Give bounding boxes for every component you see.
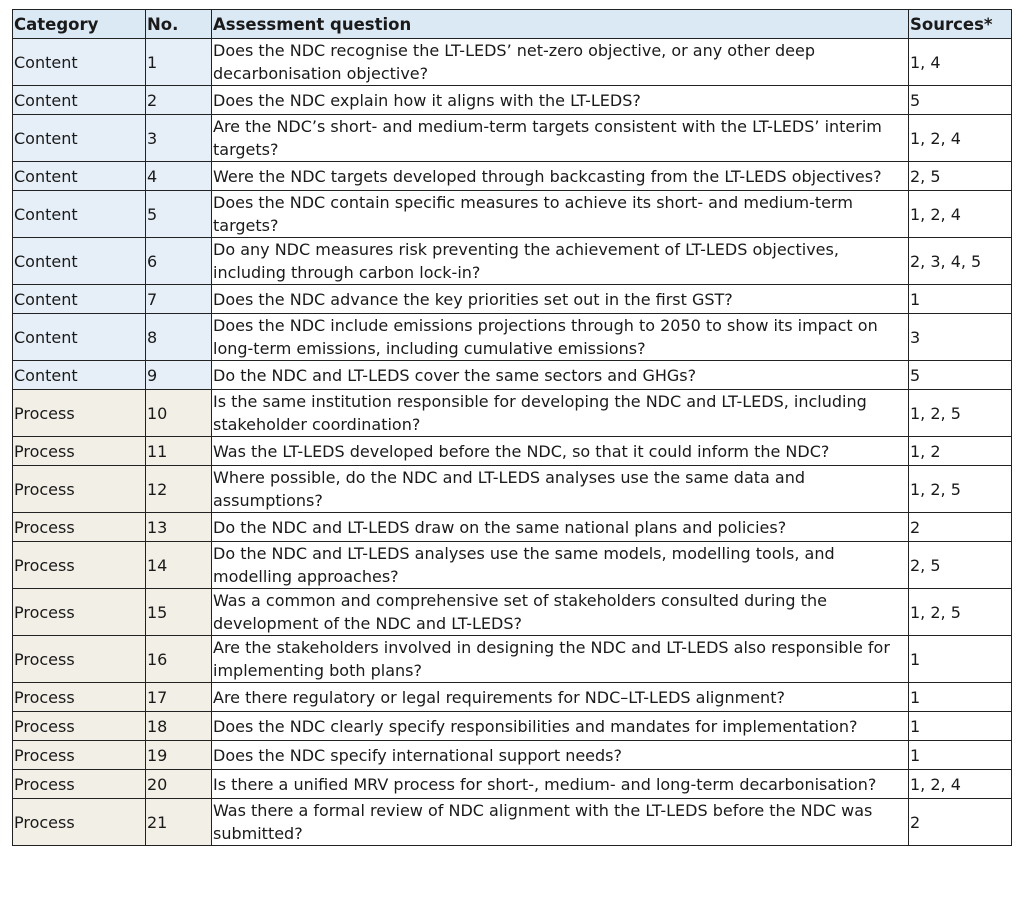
sources-cell: 2, 5 — [909, 542, 1012, 589]
category-cell: Process — [13, 589, 146, 636]
assessment-table — [12, 9, 1012, 846]
table-row — [13, 513, 1012, 542]
category-cell: Process — [13, 770, 146, 799]
table-row — [13, 741, 1012, 770]
sources-cell: 5 — [909, 361, 1012, 390]
category-cell: Content — [13, 191, 146, 238]
sources-cell: 2 — [909, 513, 1012, 542]
table-row — [13, 589, 1012, 636]
question-cell: Do the NDC and LT-LEDS cover the same sectors and GHGs? — [212, 361, 909, 390]
number-cell: 12 — [146, 466, 212, 513]
number-cell: 11 — [146, 437, 212, 466]
table-row — [13, 636, 1012, 683]
sources-cell: 1 — [909, 285, 1012, 314]
table-row — [13, 390, 1012, 437]
number-cell: 10 — [146, 390, 212, 437]
number-cell: 15 — [146, 589, 212, 636]
table-row — [13, 285, 1012, 314]
sources-cell: 1, 2, 4 — [909, 115, 1012, 162]
category-cell: Process — [13, 636, 146, 683]
question-cell: Does the NDC advance the key priorities set out in the first GST? — [212, 285, 909, 314]
question-cell: Are the stakeholders involved in designing the NDC and LT-LEDS also responsible for implementing both plans? — [212, 636, 909, 683]
sources-cell: 1, 4 — [909, 39, 1012, 86]
question-cell: Does the NDC contain specific measures to achieve its short- and medium-term targets? — [212, 191, 909, 238]
number-cell: 2 — [146, 86, 212, 115]
number-cell: 6 — [146, 238, 212, 285]
table-row — [13, 314, 1012, 361]
sources-cell: 1 — [909, 636, 1012, 683]
table-row — [13, 115, 1012, 162]
number-cell: 17 — [146, 683, 212, 712]
category-cell: Content — [13, 162, 146, 191]
category-cell: Process — [13, 741, 146, 770]
question-cell: Does the NDC specify international support needs? — [212, 741, 909, 770]
category-cell: Process — [13, 542, 146, 589]
number-cell: 20 — [146, 770, 212, 799]
number-cell: 4 — [146, 162, 212, 191]
sources-cell: 1 — [909, 712, 1012, 741]
table-body — [13, 39, 1012, 846]
category-cell: Content — [13, 115, 146, 162]
sources-cell: 1, 2, 5 — [909, 589, 1012, 636]
question-cell: Is there a unified MRV process for short-, medium- and long-term decarbonisation? — [212, 770, 909, 799]
category-cell: Content — [13, 86, 146, 115]
sources-cell: 1, 2, 5 — [909, 390, 1012, 437]
question-cell: Was there a formal review of NDC alignment with the LT-LEDS before the NDC was submitted? — [212, 799, 909, 846]
number-cell: 9 — [146, 361, 212, 390]
category-cell: Content — [13, 285, 146, 314]
question-cell: Was a common and comprehensive set of stakeholders consulted during the development of the NDC and LT-LEDS? — [212, 589, 909, 636]
category-cell: Process — [13, 437, 146, 466]
question-cell: Does the NDC include emissions projections through to 2050 to show its impact on long-term emissions, including cumulative emissions? — [212, 314, 909, 361]
category-cell: Content — [13, 361, 146, 390]
category-cell: Content — [13, 314, 146, 361]
sources-cell: 1, 2 — [909, 437, 1012, 466]
number-cell: 1 — [146, 39, 212, 86]
header-row — [13, 10, 1012, 39]
number-cell: 7 — [146, 285, 212, 314]
sources-cell: 2 — [909, 799, 1012, 846]
sources-cell: 2, 5 — [909, 162, 1012, 191]
category-cell: Process — [13, 466, 146, 513]
category-cell: Process — [13, 712, 146, 741]
table-row — [13, 238, 1012, 285]
table-row — [13, 86, 1012, 115]
table-row — [13, 191, 1012, 238]
table-row — [13, 542, 1012, 589]
number-cell: 21 — [146, 799, 212, 846]
table-row — [13, 712, 1012, 741]
question-cell: Does the NDC clearly specify responsibilities and mandates for implementation? — [212, 712, 909, 741]
table-row — [13, 683, 1012, 712]
number-cell: 3 — [146, 115, 212, 162]
question-cell: Were the NDC targets developed through backcasting from the LT-LEDS objectives? — [212, 162, 909, 191]
sources-cell: 5 — [909, 86, 1012, 115]
sources-cell: 3 — [909, 314, 1012, 361]
number-cell: 8 — [146, 314, 212, 361]
number-cell: 18 — [146, 712, 212, 741]
table-row — [13, 799, 1012, 846]
question-cell: Do any NDC measures risk preventing the achievement of LT-LEDS objectives, including through carbon lock-in? — [212, 238, 909, 285]
question-cell: Where possible, do the NDC and LT-LEDS analyses use the same data and assumptions? — [212, 466, 909, 513]
category-cell: Process — [13, 390, 146, 437]
sources-cell: 1, 2, 4 — [909, 191, 1012, 238]
sources-cell: 2, 3, 4, 5 — [909, 238, 1012, 285]
table-row — [13, 361, 1012, 390]
table-row — [13, 437, 1012, 466]
sources-cell: 1 — [909, 741, 1012, 770]
category-cell: Content — [13, 238, 146, 285]
question-cell: Does the NDC recognise the LT-LEDS’ net-zero objective, or any other deep decarbonisation objective? — [212, 39, 909, 86]
table-row — [13, 39, 1012, 86]
table-row — [13, 770, 1012, 799]
number-cell: 14 — [146, 542, 212, 589]
header-question: Assessment question — [212, 10, 909, 39]
category-cell: Process — [13, 513, 146, 542]
question-cell: Does the NDC explain how it aligns with the LT-LEDS? — [212, 86, 909, 115]
category-cell: Process — [13, 799, 146, 846]
question-cell: Was the LT-LEDS developed before the NDC, so that it could inform the NDC? — [212, 437, 909, 466]
question-cell: Do the NDC and LT-LEDS analyses use the same models, modelling tools, and modelling approaches? — [212, 542, 909, 589]
question-cell: Is the same institution responsible for developing the NDC and LT-LEDS, including stakeholder coordination? — [212, 390, 909, 437]
number-cell: 5 — [146, 191, 212, 238]
table-row — [13, 162, 1012, 191]
number-cell: 16 — [146, 636, 212, 683]
question-cell: Are there regulatory or legal requirements for NDC–LT-LEDS alignment? — [212, 683, 909, 712]
number-cell: 19 — [146, 741, 212, 770]
category-cell: Process — [13, 683, 146, 712]
header-no: No. — [146, 10, 212, 39]
question-cell: Do the NDC and LT-LEDS draw on the same national plans and policies? — [212, 513, 909, 542]
header-sources: Sources* — [909, 10, 1012, 39]
number-cell: 13 — [146, 513, 212, 542]
sources-cell: 1, 2, 4 — [909, 770, 1012, 799]
sources-cell: 1 — [909, 683, 1012, 712]
table-row — [13, 466, 1012, 513]
question-cell: Are the NDC’s short- and medium-term targets consistent with the LT-LEDS’ interim targets? — [212, 115, 909, 162]
category-cell: Content — [13, 39, 146, 86]
header-category: Category — [13, 10, 146, 39]
sources-cell: 1, 2, 5 — [909, 466, 1012, 513]
